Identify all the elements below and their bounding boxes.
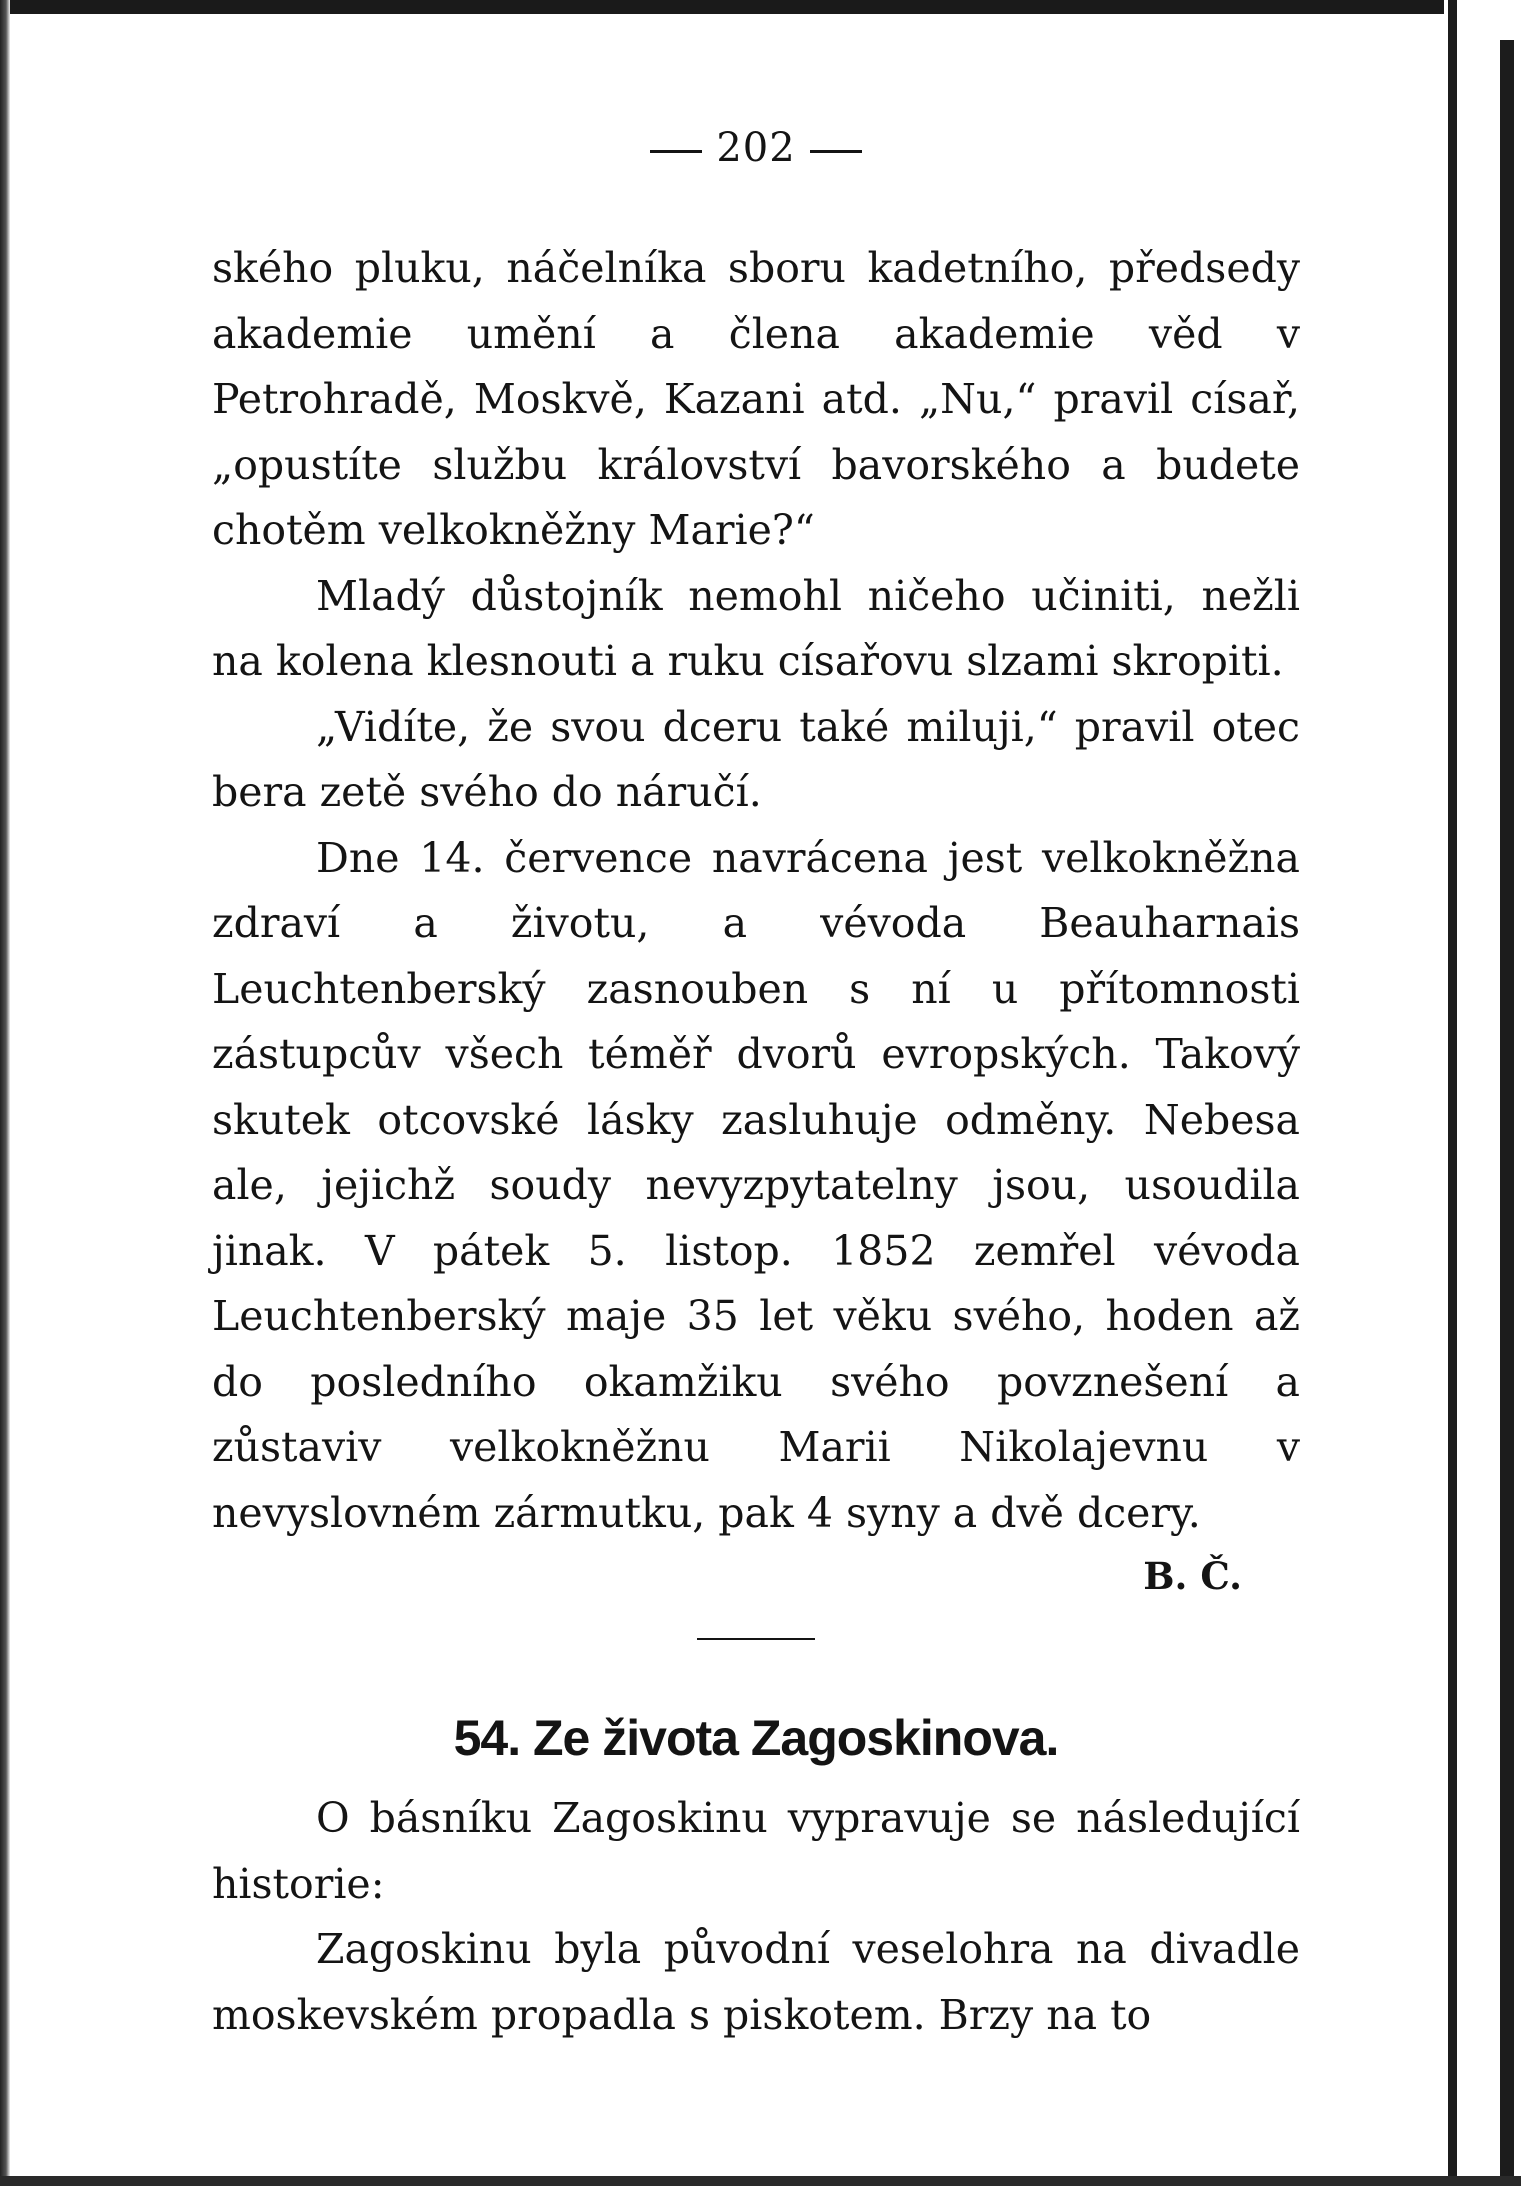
paragraph-continuation: ského pluku, náčelníka sboru kadetního, předsedy akademie umění a člena akademie věd v Petrohradě, Moskvě, Kazani atd. „Nu,“ pravil císař, „opustíte službu království bavorského a budete chotěm velkokněžny Marie?“ <box>212 244 1300 554</box>
section-title: 54. Ze života Zagoskinova. <box>453 1710 1059 1766</box>
scan-edge-bottom <box>0 2176 1521 2186</box>
scan-edge-right <box>1448 0 1457 2186</box>
book-page <box>212 118 1300 2048</box>
paragraph: O básníku Zagoskinu vypravuje se následující historie: <box>212 1794 1300 1908</box>
author-signature: B. Č. <box>1143 1554 1242 1598</box>
paragraph: Zagoskinu byla původní veselohra na divadle moskevském propadla s piskotem. Brzy na to <box>212 1925 1300 2039</box>
section-divider <box>697 1638 815 1640</box>
scan-edge-left <box>0 0 10 2186</box>
page-number: 202 <box>716 125 796 171</box>
paragraph: „Vidíte, že svou dceru také miluji,“ pravil otec bera zetě svého do náručí. <box>212 702 1300 816</box>
page-number-dash-right <box>810 150 862 153</box>
paragraph: Dne 14. července navrácena jest velkokněžna zdraví a životu, a vévoda Beauharnais Leuchtenberský zasnouben s ní u přítomnosti zástupcův všech téměř dvorů evropských. Takový skutek otcovské lásky zasluhuje odměny. Nebesa ale, jejichž soudy nevyzpytatelny jsou, usoudila jinak. V pátek 5. listop. 1852 zemřel vévoda Leuchtenberský maje 35 let věku svého, hoden až do posledního okamžiku svého povznešení a zůstaviv velkokněžnu Marii Nikolajevnu v nevyslovném zármutku, pak 4 syny a dvě dcery. <box>212 833 1300 1537</box>
scan-edge-far-right <box>1500 40 1514 2186</box>
paragraph: Mladý důstojník nemohl ničeho učiniti, nežli na kolena klesnouti a ruku císařovu slzami skropiti. <box>212 571 1300 685</box>
scan-edge-top <box>0 0 1521 14</box>
page-header <box>212 118 1300 178</box>
page-number-dash-left <box>650 150 702 153</box>
